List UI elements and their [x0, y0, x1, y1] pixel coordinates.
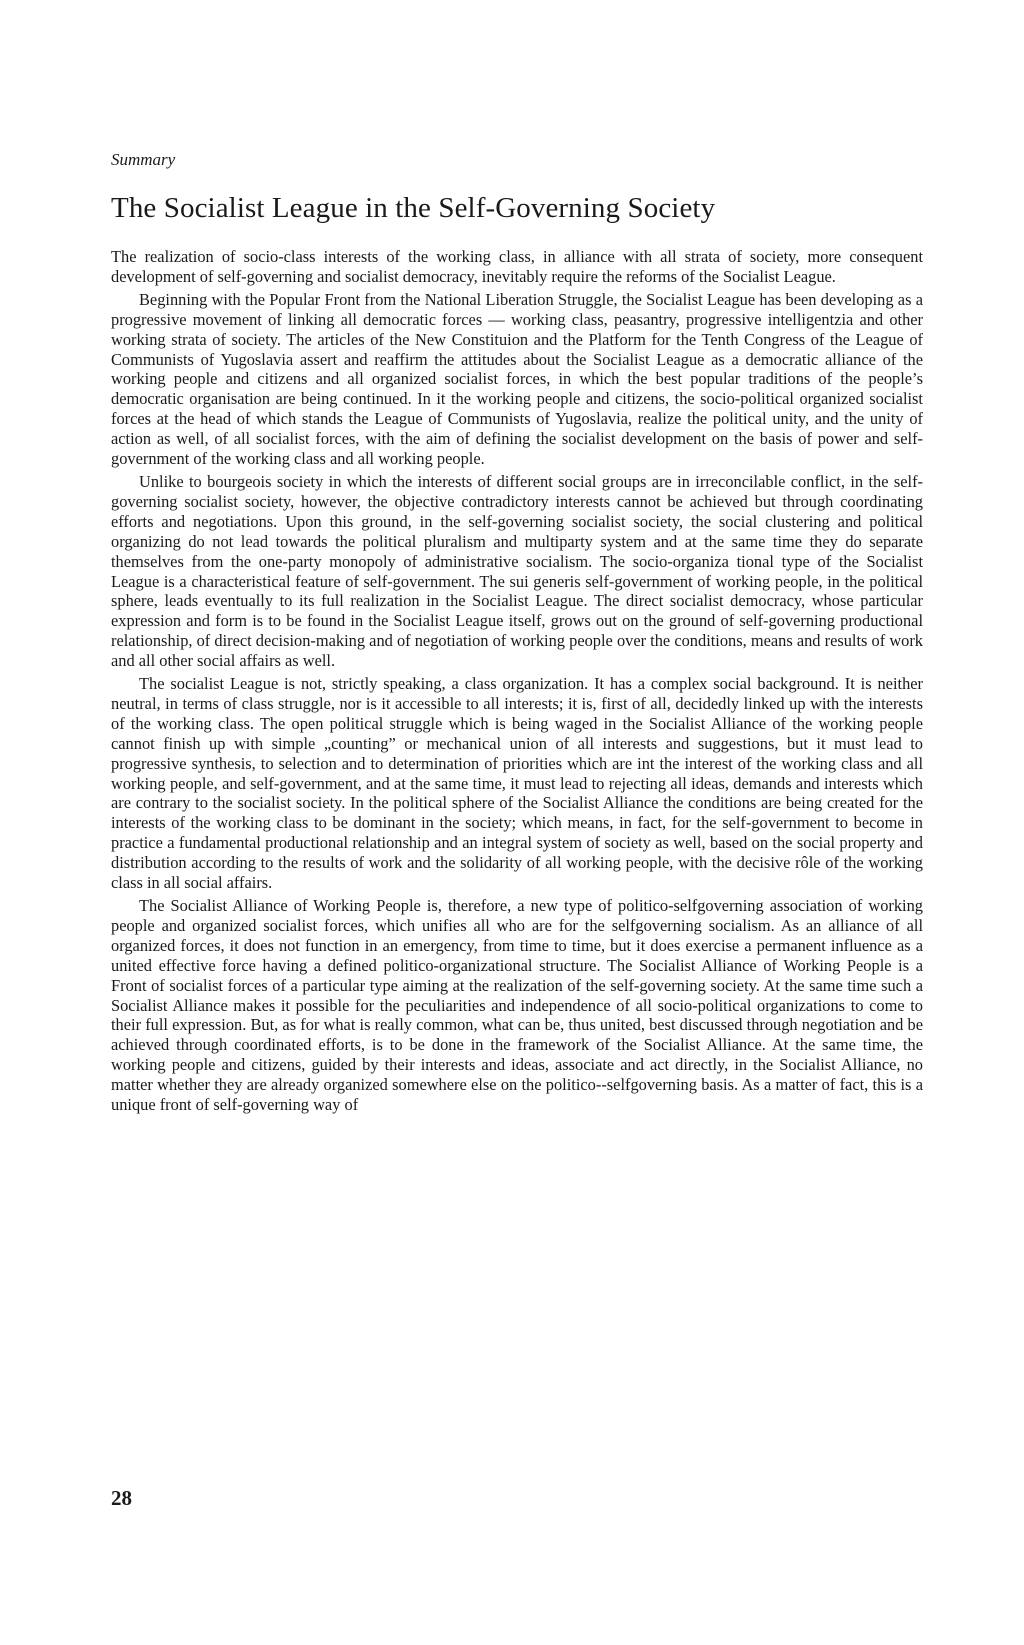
paragraph-2: Beginning with the Popular Front from the National Liberation Struggle, the Socialist League has been developing as a progressive movement of linking all democratic forces — working class, peasantry, progressive intelligentzia and other working strata of society. The articles of the New Constituion and the Platform for the Tenth Congress of the League of Communists of Yugoslavia assert and reaffirm the attitudes about the Socialist League as a democratic alliance of the working people and citizens and all organized socialist forces, in which the best popular traditions of the people’s democratic organisation are being continued. In it the working people and citizens, the socio-political organized socialist forces at the head of which stands the League of Communists of Yugoslavia, realize the political unity, and the unity of action as well, of all socialist forces, with the aim of defining the socialist development on the basis of power and self-government of the working class and all working people.	[111, 289, 923, 469]
paragraph-1: The realization of socio-class interests of the working class, in alliance with all strata of society, more consequent development of self-governing and socialist democracy, inevitably require the reforms of the Socialist League.	[111, 247, 923, 286]
paragraph-4: The socialist League is not, strictly speaking, a class organization. It has a complex social background. It is neither neutral, in terms of class struggle, nor is it accessible to all interests; it is, first of all, decidedly linked up with the interests of the working class. The open political struggle which is being waged in the Socialist Alliance of the working people cannot finish up with simple „counting” or mechanical union of all interests and suggestions, but it must lead to progressive synthesis, to selection and to determination of priorities which are int the interest of the working class and all working people, and self-government, and at the same time, it must lead to rejecting all ideas, demands and interests which are contrary to the socialist society. In the political sphere of the Socialist Alliance the conditions are being created for the interests of the working class to be dominant in the society; which means, in fact, for the self-government to become in practice a fundamental productional relationship and an integral system of society as well, based on the social property and distribution according to the results of work and the solidarity of all working people, with the decisive rôle of the working class in all social affairs.	[111, 674, 923, 893]
section-label: Summary	[111, 150, 176, 169]
page-number: 28	[111, 1486, 132, 1510]
document-page	[111, 0, 923, 1645]
paragraph-3: Unlike to bourgeois society in which the interests of different social groups are in irreconcilable conflict, in the self-governing socialist society, however, the objective contradictory interests cannot be achieved but through coordinating efforts and negotiations. Upon this ground, in the self-governing socialist society, the social clustering and political organizing do not lead towards the political pluralism and multiparty system and at the same time they do separate themselves from the one-party monopoly of administrative socialism. The socio-organiza tional type of the Socialist League is a characteristical feature of self-government. The sui generis self-government of working people, in the political sphere, leads eventually to its full realization in the Socialist League. The direct socialist democracy, whose particular expression and form is to be found in the Socialist League itself, grows out on the ground of self-governing productional relationship, of direct decision-making and of negotiation of working people over the conditions, means and results of work and all other social affairs as well.	[111, 471, 923, 671]
body-text	[111, 247, 923, 1115]
paragraph-5: The Socialist Alliance of Working People is, therefore, a new type of politico-selfgoverning association of working people and organized socialist forces, which unifies all who are for the selfgoverning socialism. As an alliance of all organized forces, it does not function in an emergency, from time to time, but it does exercise a permanent influence as a united effective force having a defined politico-organizational structure. The Socialist Alliance of Working People is a Front of socialist forces of a particular type aiming at the realization of the self-governing society. At the same time such a Socialist Alliance makes it possible for the peculiarities and independence of all socio-political organizations to come to their full expression. But, as for what is really common, what can be, thus united, best discussed through negotiation and be achieved through coordinated efforts, is to be done in the framework of the Socialist Alliance. At the same time, the working people and citizens, guided by their interests and ideas, associate and act directly, in the Socialist Alliance, no matter whether they are already organized somewhere else on the politico--selfgoverning basis. As a matter of fact, this is a unique front of self-governing way of	[111, 896, 923, 1115]
page-title: The Socialist League in the Self-Governing Society	[111, 192, 716, 224]
